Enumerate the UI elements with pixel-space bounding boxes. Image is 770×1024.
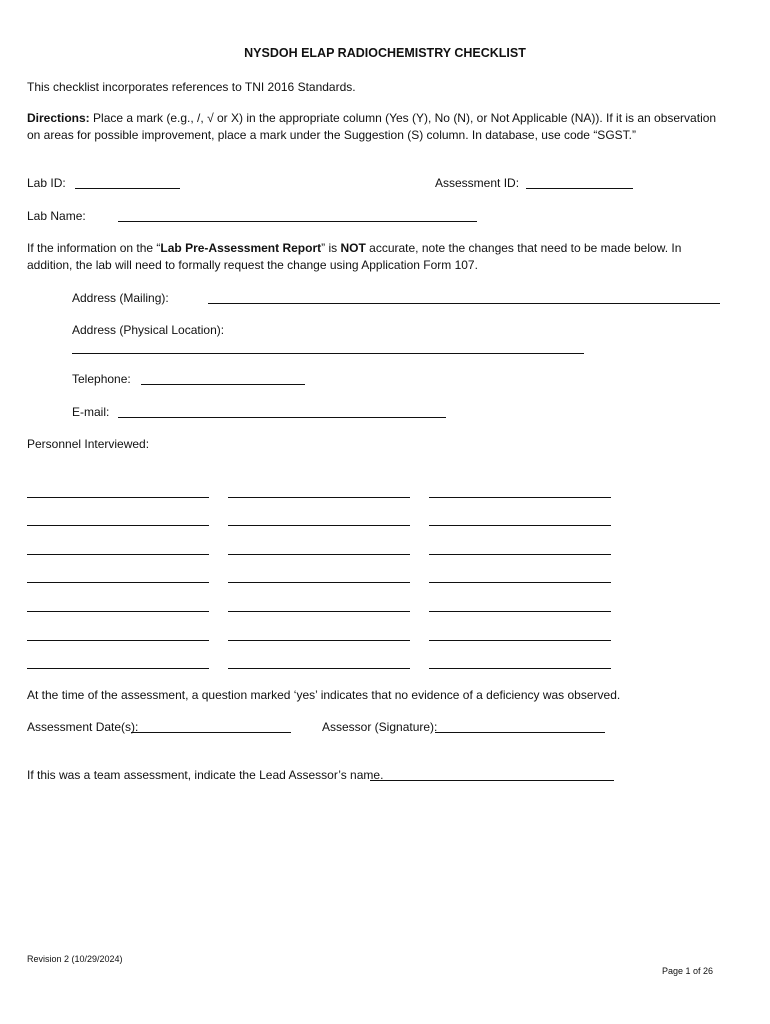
personnel-label: Personnel Interviewed: (27, 437, 150, 451)
assessor-signature-label: Assessor (Signature): (322, 720, 438, 734)
personnel-field[interactable] (27, 668, 209, 669)
intro-text: This checklist incorporates references to TNI 2016 Standards. (27, 80, 356, 94)
personnel-field[interactable] (429, 525, 611, 526)
telephone-field[interactable] (141, 384, 305, 385)
lab-id-field[interactable] (75, 188, 180, 189)
revision-text: Revision 2 (10/29/2024) (27, 954, 123, 964)
telephone-label: Telephone: (72, 372, 131, 386)
personnel-field[interactable] (429, 640, 611, 641)
lab-name-label: Lab Name: (27, 209, 86, 223)
personnel-field[interactable] (429, 668, 611, 669)
info-note-paragraph (27, 240, 727, 274)
directions-label: Directions: (27, 111, 90, 125)
assessment-date-label: Assessment Date(s): (27, 720, 139, 734)
assessment-date-field[interactable] (131, 732, 291, 733)
assessment-id-field[interactable] (526, 188, 633, 189)
info-note-text-2: ” is (321, 241, 341, 255)
assessor-signature-field[interactable] (435, 732, 605, 733)
info-note-text-3: accurate, note the changes that need to be made below. In addition, the lab will need to formally request the change using Application Form 107. (27, 241, 682, 272)
personnel-field[interactable] (429, 582, 611, 583)
address-mailing-label: Address (Mailing): (72, 291, 169, 305)
lab-id-label: Lab ID: (27, 176, 66, 190)
lead-assessor-label: If this was a team assessment, indicate the Lead Assessor’s name. (27, 768, 384, 782)
personnel-field[interactable] (27, 582, 209, 583)
personnel-field[interactable] (228, 525, 410, 526)
address-physical-field[interactable] (72, 353, 584, 354)
personnel-field[interactable] (228, 611, 410, 612)
personnel-field[interactable] (228, 582, 410, 583)
personnel-field[interactable] (27, 554, 209, 555)
lab-name-field[interactable] (118, 221, 477, 222)
lead-assessor-field[interactable] (370, 780, 614, 781)
info-note-text-1: If the information on the “ (27, 241, 161, 255)
personnel-field[interactable] (429, 554, 611, 555)
page-number: Page 1 of 26 (662, 966, 714, 976)
assessment-note: At the time of the assessment, a question marked ‘yes’ indicates that no evidence of a deficiency was observed. (27, 688, 621, 702)
assessment-id-label: Assessment ID: (435, 176, 520, 190)
personnel-field[interactable] (228, 640, 410, 641)
personnel-field[interactable] (228, 554, 410, 555)
personnel-field[interactable] (27, 525, 209, 526)
personnel-field[interactable] (228, 668, 410, 669)
info-note-not: NOT (340, 241, 366, 255)
page-title: NYSDOH ELAP RADIOCHEMISTRY CHECKLIST (244, 46, 526, 60)
address-mailing-field[interactable] (208, 303, 720, 304)
info-note-report-name: Lab Pre-Assessment Report (160, 241, 322, 255)
personnel-field[interactable] (27, 640, 209, 641)
personnel-field[interactable] (27, 611, 209, 612)
directions-text: Place a mark (e.g., /, √ or X) in the appropriate column (Yes (Y), No (N), or Not Applicable (NA)). If it is an observation on areas for possible improvement, place a mark under the Suggestion (S) column. In database, use code “SGST.” (27, 111, 717, 142)
address-physical-label: Address (Physical Location): (72, 323, 225, 337)
personnel-field[interactable] (429, 611, 611, 612)
directions-paragraph (27, 110, 727, 144)
personnel-field[interactable] (228, 497, 410, 498)
personnel-field[interactable] (27, 497, 209, 498)
email-field[interactable] (118, 417, 446, 418)
personnel-field[interactable] (429, 497, 611, 498)
email-label: E-mail: (72, 405, 110, 419)
